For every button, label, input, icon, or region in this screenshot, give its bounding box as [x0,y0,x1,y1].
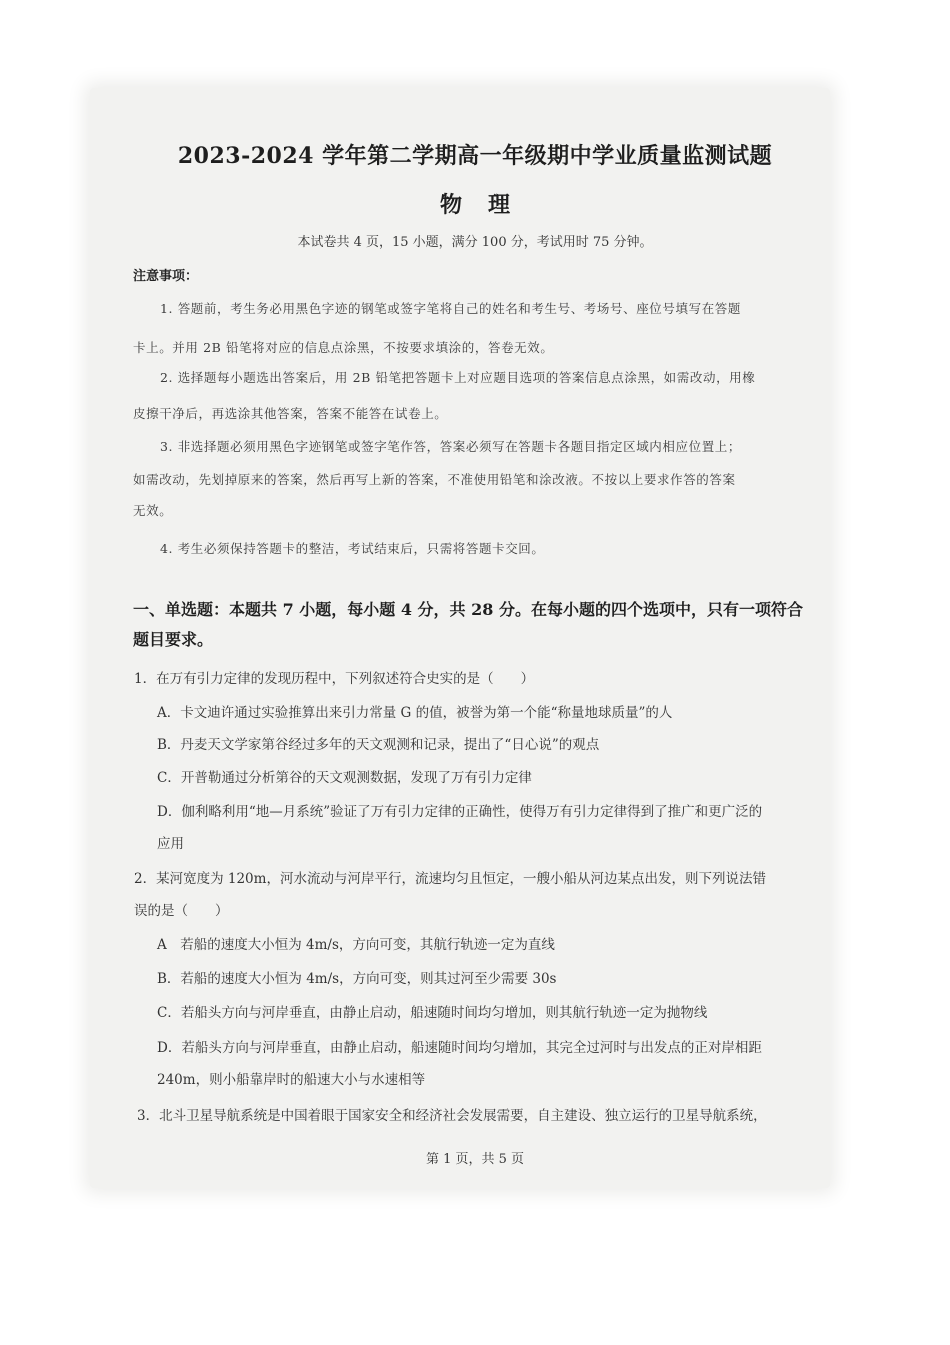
note-line: 如需改动，先划掉原来的答案，然后再写上新的答案，不准使用铅笔和涂改液。不按以上要求作答的答案 [133,472,736,487]
question-1-option-a: A．卡文迪许通过实验推算出来引力常量 G 的值，被誉为第一个能“称量地球质量”的人 [157,705,673,721]
note-line: 无效。 [133,503,173,518]
question-2-option-b: B．若船的速度大小恒为 4m/s，方向可变，则其过河至少需要 30s [157,971,557,987]
question-2-stem: 2．某河宽度为 120m，河水流动与河岸平行，流速均匀且恒定，一艘小船从河边某点出发，则下列说法错 [134,871,766,887]
section-heading: 一、单选题：本题共 7 小题，每小题 4 分，共 28 分。在每小题的四个选项中，只有一项符合 [133,600,803,619]
exam-title: 2023-2024 学年第二学期高一年级期中学业质量监测试题 [177,143,773,169]
exam-info: 本试卷共 4 页，15 小题，满分 100 分，考试用时 75 分钟。 [297,235,653,250]
note-line: 4. 考生必须保持答题卡的整洁，考试结束后，只需将答题卡交回。 [160,541,545,556]
question-2-option-c: C．若船头方向与河岸垂直，由静止启动，船速随时间均匀增加，则其航行轨迹一定为抛物线 [157,1005,708,1021]
note-line: 1. 答题前，考生务必用黑色字迹的钢笔或签字笔将自己的姓名和考生号、考场号、座位号填写在答题 [160,301,742,316]
question-1-stem: 1．在万有引力定律的发现历程中，下列叙述符合史实的是（ ） [134,671,535,687]
note-line: 皮擦干净后，再选涂其他答案，答案不能答在试卷上。 [133,406,448,421]
note-line: 卡上。并用 2B 铅笔将对应的信息点涂黑，不按要求填涂的，答卷无效。 [133,340,554,355]
question-2-option-a: A 若船的速度大小恒为 4m/s，方向可变，其航行轨迹一定为直线 [157,937,555,953]
page-number: 第 1 页，共 5 页 [425,1152,525,1167]
notes-heading: 注意事项： [133,269,199,284]
question-1-option-d-cont: 应用 [157,836,184,852]
question-2-stem-cont: 误的是（ ） [134,903,229,919]
section-heading-cont: 题目要求。 [133,630,214,649]
note-line: 3. 非选择题必须用黑色字迹钢笔或签字笔作答，答案必须写在答题卡各题目指定区域内相应位置上； [160,439,742,454]
question-1-option-b: B．丹麦天文学家第谷经过多年的天文观测和记录，提出了“日心说”的观点 [157,737,600,753]
question-1-option-d: D．伽利略利用“地—月系统”验证了万有引力定律的正确性，使得万有引力定律得到了推广和更广泛的 [157,804,763,820]
subject-title: 物理 [439,192,536,218]
question-1-option-c: C．开普勒通过分析第谷的天文观测数据，发现了万有引力定律 [157,770,532,786]
question-2-option-d: D．若船头方向与河岸垂直，由静止启动，船速随时间均匀增加，其完全过河时与出发点的正对岸相距 [157,1040,762,1056]
question-2-option-d-cont: 240m，则小船靠岸时的船速大小与水速相等 [157,1072,426,1088]
note-line: 2. 选择题每小题选出答案后，用 2B 铅笔把答题卡上对应题目选项的答案信息点涂黑，如需改动，用橡 [160,370,756,385]
question-3-stem: 3．北斗卫星导航系统是中国着眼于国家安全和经济社会发展需要，自主建设、独立运行的卫星导航系统， [137,1108,767,1124]
